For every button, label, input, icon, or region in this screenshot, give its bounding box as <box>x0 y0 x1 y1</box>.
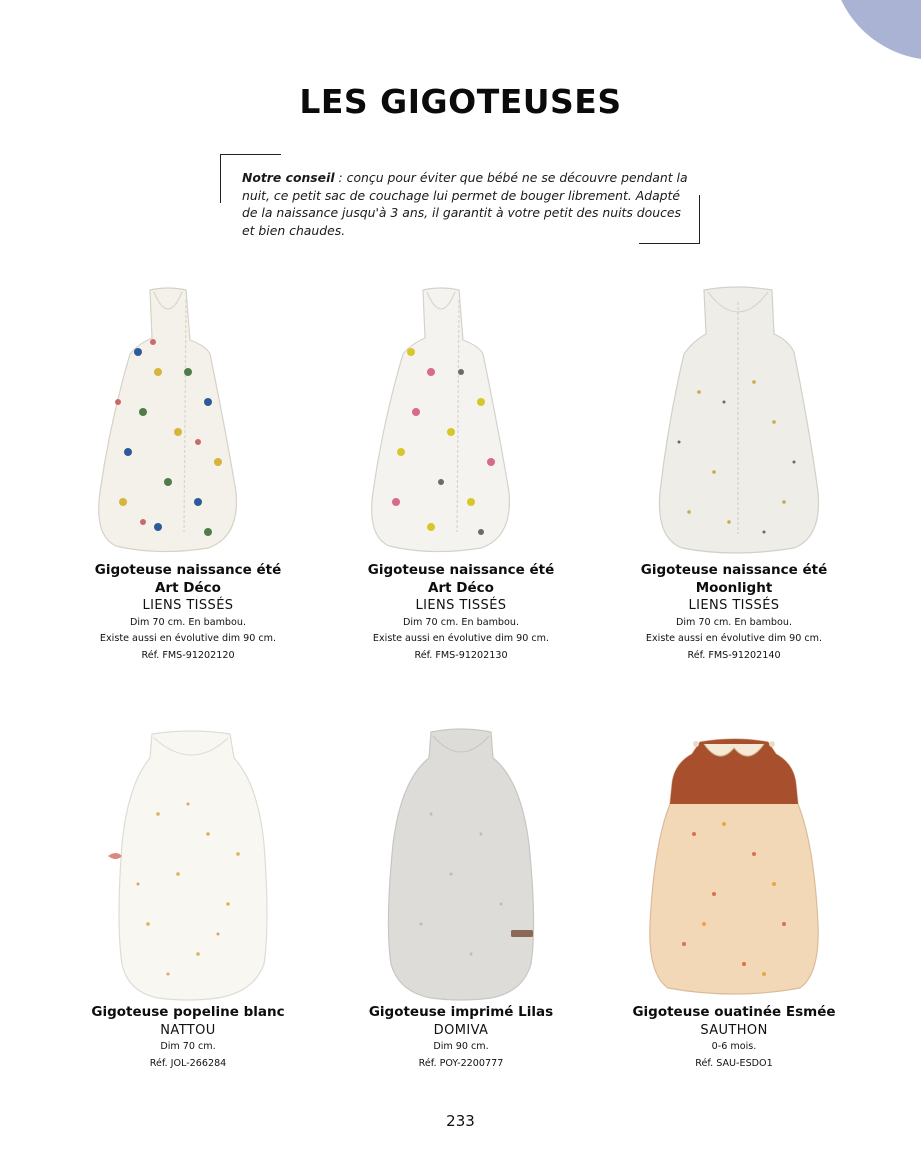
product-card-popeline-blanc <box>58 724 318 1072</box>
product-name-line1: Gigoteuse naissance été <box>94 562 282 578</box>
sleeping-bag-art-deco-multicolor-image <box>58 282 318 562</box>
product-name: Gigoteuse imprimé Lilas <box>368 1004 554 1020</box>
product-reference: Réf. FMS-91202140 <box>687 649 781 661</box>
product-card-art-deco-2 <box>331 282 591 664</box>
product-detail: 0-6 mois. <box>711 1041 757 1052</box>
product-reference: Réf. JOL-266284 <box>149 1057 227 1069</box>
sleeping-bag-art-deco-yellow-pink-image <box>331 282 591 562</box>
advice-text <box>242 169 692 239</box>
product-card-art-deco-1 <box>58 282 318 664</box>
product-detail: Existe aussi en évolutive dim 90 cm. <box>372 633 550 644</box>
product-detail: Dim 90 cm. <box>433 1041 489 1052</box>
product-brand: LIENS TISSÉS <box>688 598 780 613</box>
product-brand: LIENS TISSÉS <box>142 598 234 613</box>
corner-decoration <box>831 0 921 60</box>
product-reference: Réf. FMS-91202120 <box>141 649 235 661</box>
product-brand: SAUTHON <box>700 1022 768 1038</box>
product-brand: NATTOU <box>160 1022 216 1038</box>
product-name: Gigoteuse ouatinée Esmée <box>632 1004 836 1020</box>
product-brand: DOMIVA <box>433 1022 489 1038</box>
product-reference: Réf. POY-2200777 <box>418 1057 504 1069</box>
product-card-imprime-lilas <box>331 724 591 1072</box>
product-card-ouatinee-esmee <box>604 724 864 1072</box>
product-name: Gigoteuse popeline blanc <box>91 1004 285 1020</box>
page-title: LES GIGOTEUSES <box>299 82 622 121</box>
product-detail: Existe aussi en évolutive dim 90 cm. <box>99 633 277 644</box>
advice-label: Notre conseil <box>242 170 335 185</box>
page-number: 233 <box>446 1112 475 1130</box>
product-name-line2: Moonlight <box>695 579 773 596</box>
sleeping-bag-esmee-rust-floral-image <box>604 724 864 1004</box>
product-name-line2: Art Déco <box>155 579 221 596</box>
product-detail: Dim 70 cm. <box>160 1041 216 1052</box>
sleeping-bag-popeline-white-image <box>58 724 318 1004</box>
product-brand: LIENS TISSÉS <box>415 598 507 613</box>
product-detail: Dim 70 cm. En bambou. <box>402 616 520 628</box>
product-card-moonlight <box>604 282 864 664</box>
product-reference: Réf. FMS-91202130 <box>414 649 508 661</box>
product-detail: Dim 70 cm. En bambou. <box>675 616 793 628</box>
product-detail: Existe aussi en évolutive dim 90 cm. <box>645 633 823 644</box>
product-name-line2: Art Déco <box>428 579 494 596</box>
sleeping-bag-moonlight-image <box>604 282 864 562</box>
product-name-line1: Gigoteuse naissance été <box>367 562 555 578</box>
advice-box <box>220 154 700 244</box>
advice-body: : conçu pour éviter que bébé ne se découvre pendant la nuit, ce petit sac de couchage lui permet de bouger librement. Adapté de la naissance jusqu'à 3 ans, il garantit à votre petit des nuits douces et bien chaudes. <box>242 170 688 238</box>
sleeping-bag-lilas-grey-image <box>331 724 591 1004</box>
product-detail: Dim 70 cm. En bambou. <box>129 616 247 628</box>
product-name-line1: Gigoteuse naissance été <box>640 562 828 578</box>
product-reference: Réf. SAU-ESDO1 <box>695 1057 773 1069</box>
